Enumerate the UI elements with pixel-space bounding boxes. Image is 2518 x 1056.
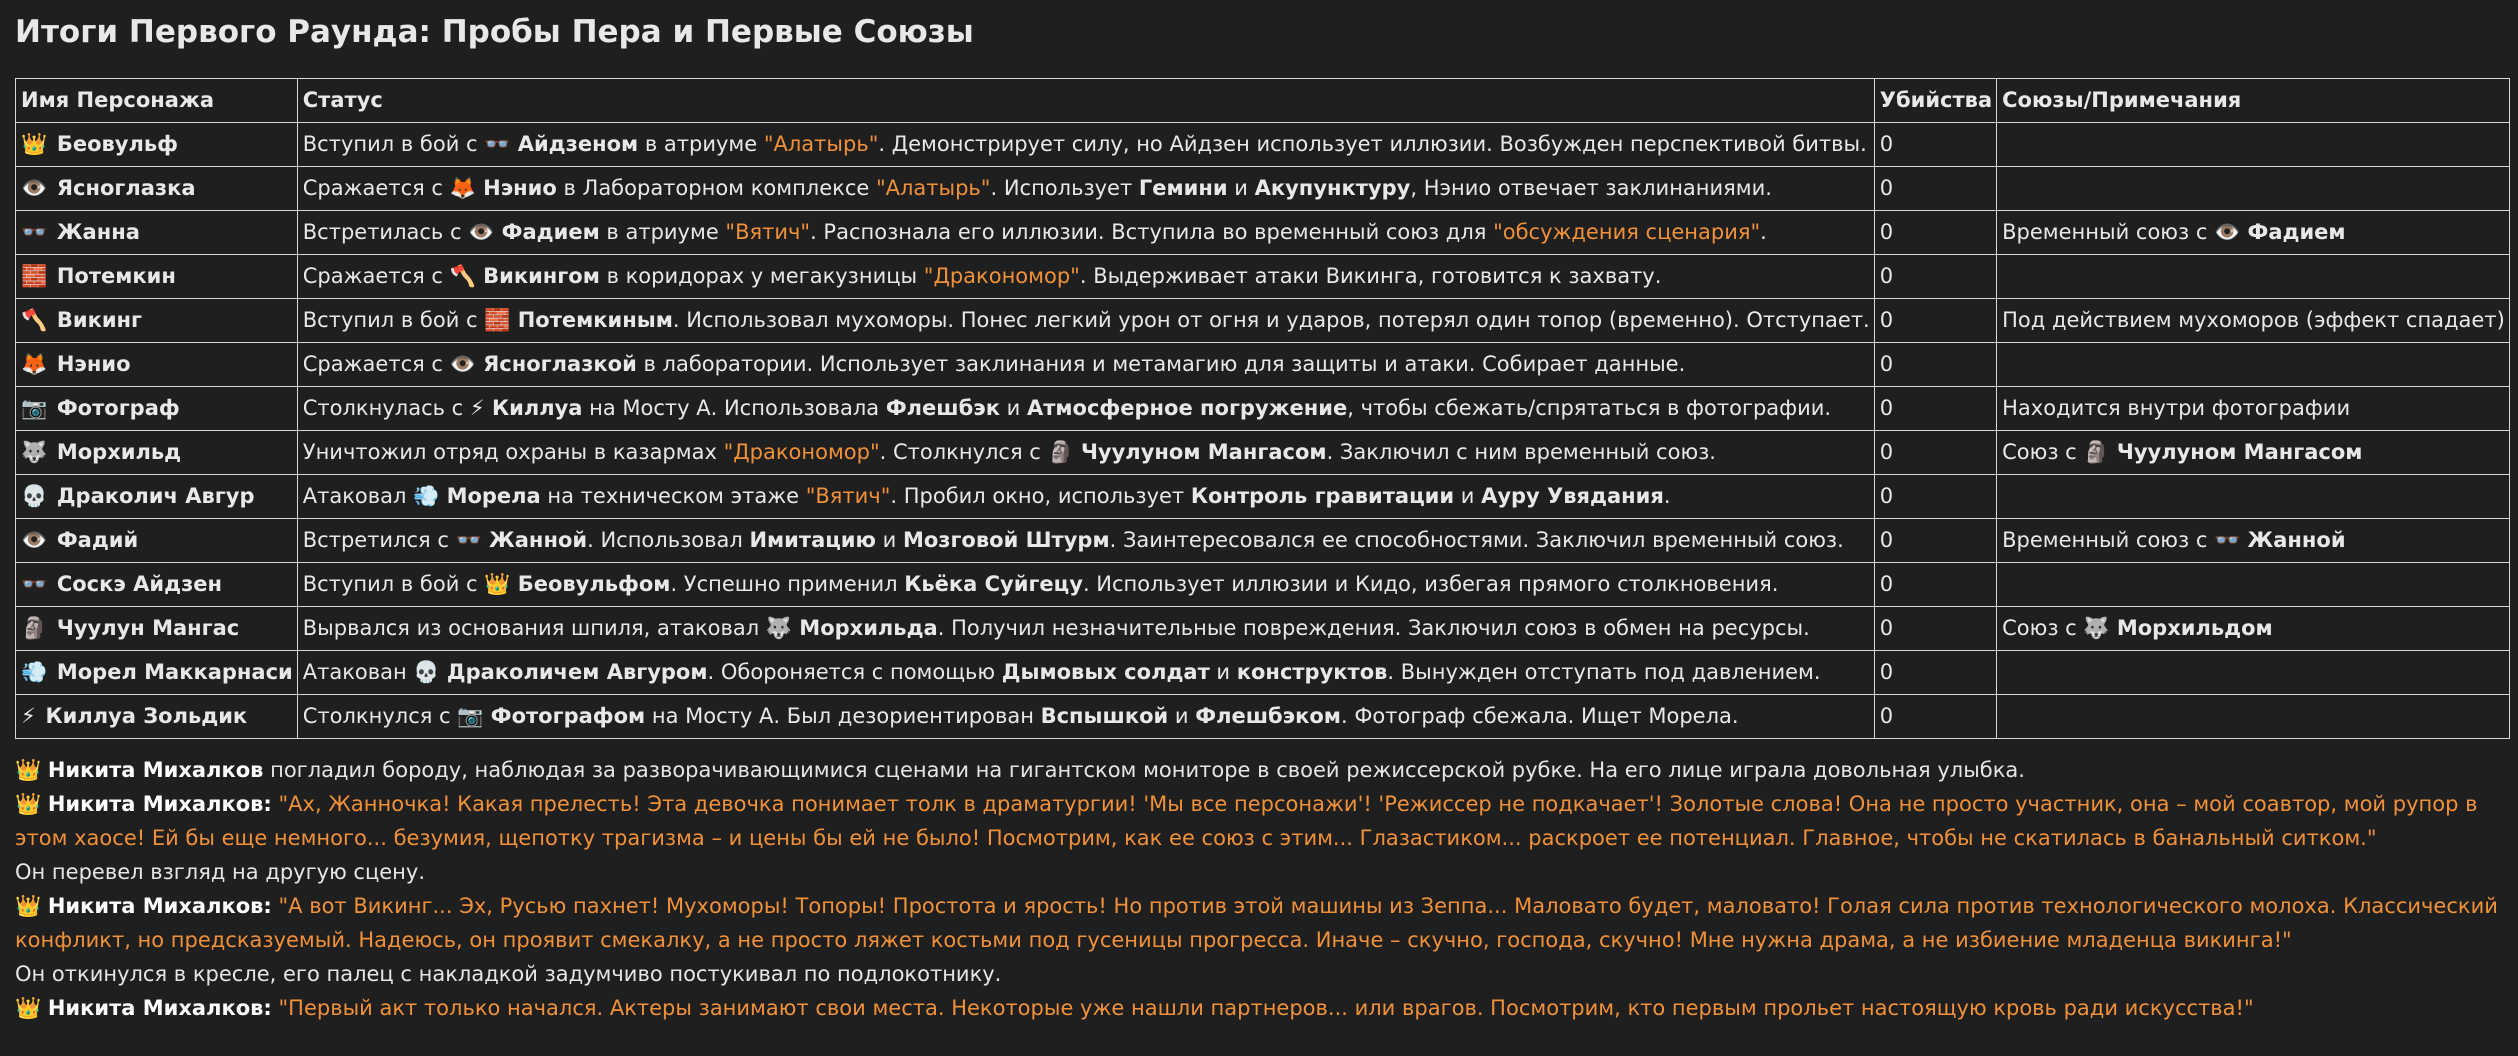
bold-term: Дымовых солдат <box>1001 659 1210 684</box>
notes-cell <box>1997 387 2510 431</box>
status-cell <box>297 563 1874 607</box>
text-segment: Союз с <box>2002 615 2084 640</box>
character-name-cell <box>16 299 298 343</box>
text-segment: и <box>999 395 1027 420</box>
character-icon: 🧱 <box>21 263 48 288</box>
text-segment: 👑 <box>15 894 48 918</box>
status-cell <box>297 167 1874 211</box>
text-segment: Встретился с <box>302 527 456 552</box>
notes-cell <box>1997 211 2510 255</box>
text-segment: . Фотограф сбежала. Ищет Морела. <box>1340 703 1739 728</box>
bold-term: ⚡ Киллуа <box>469 395 583 420</box>
speaker-name: Никита Михалков: <box>47 996 272 1020</box>
character-icon: 🦊 <box>21 351 48 376</box>
bold-term: 🧱 Потемкиным <box>484 307 673 332</box>
table-row <box>16 123 2510 167</box>
text-segment: . Распознала его иллюзии. Вступила во временный союз для <box>810 219 1494 244</box>
character-name-cell <box>16 695 298 739</box>
character-icon: 🐺 <box>21 439 48 464</box>
bold-term: 👁️ Фадием <box>468 219 600 244</box>
character-name-cell <box>16 255 298 299</box>
text-segment: Он откинулся в кресле, его палец с накладкой задумчиво постукивал по подлокотнику. <box>15 962 1002 986</box>
text-segment: погладил бороду, наблюдая за разворачивающимися сценами на гигантском мониторе в своей режиссерской рубке. На его лице играла довольная улыбка. <box>263 758 2025 782</box>
bold-term: Мозговой Штурм <box>902 527 1110 552</box>
notes-cell <box>1997 299 2510 343</box>
kills-cell: 0 <box>1874 387 1996 431</box>
kills-cell: 0 <box>1874 651 1996 695</box>
text-segment: Сражается с <box>302 263 450 288</box>
text-segment: в коридорах у мегакузницы <box>599 263 924 288</box>
location-name: "Дракономор" <box>723 439 880 464</box>
character-name-cell <box>16 343 298 387</box>
story-line <box>15 787 2505 855</box>
text-segment: и <box>1454 483 1482 508</box>
text-segment: . Столкнулся с <box>879 439 1048 464</box>
bold-term: 🪓 Викингом <box>449 263 600 288</box>
speaker-name: Никита Михалков <box>47 758 264 782</box>
bold-term: 🗿 Чуулуном Мангасом <box>1047 439 1327 464</box>
story-line <box>15 957 2505 991</box>
character-name: Потемкин <box>56 263 176 288</box>
bold-term: 🗿 Чуулуном Мангасом <box>2083 439 2363 464</box>
text-segment: 👑 <box>15 996 48 1020</box>
character-name: Фотограф <box>56 395 180 420</box>
kills-cell: 0 <box>1874 211 1996 255</box>
text-segment: . <box>1663 483 1671 508</box>
bold-term: Гемини <box>1138 175 1228 200</box>
kills-cell: 0 <box>1874 299 1996 343</box>
character-name: Чуулун Мангас <box>56 615 240 640</box>
table-row <box>16 519 2510 563</box>
table-row <box>16 387 2510 431</box>
text-segment: Он перевел взгляд на другую сцену. <box>15 860 426 884</box>
text-segment: Атаковал <box>302 483 414 508</box>
character-name: Жанна <box>56 219 140 244</box>
speaker-name: Никита Михалков: <box>47 792 272 816</box>
bold-term: Флешбэк <box>885 395 1000 420</box>
text-segment: и <box>875 527 903 552</box>
table-row <box>16 563 2510 607</box>
character-name-cell <box>16 519 298 563</box>
location-name: "Алатырь" <box>875 175 991 200</box>
text-segment: в лаборатории. Использует заклинания и метамагию для защиты и атаки. Собирает данные. <box>636 351 1686 376</box>
text-segment: Находится внутри фотографии <box>2002 395 2351 420</box>
text-segment: . Обороняется с помощью <box>707 659 1002 684</box>
notes-cell <box>1997 167 2510 211</box>
text-segment: . Заинтересовался ее способностями. Заключил временный союз. <box>1109 527 1844 552</box>
table-row <box>16 607 2510 651</box>
bold-term: Акупунктуру <box>1254 175 1411 200</box>
table-row <box>16 211 2510 255</box>
location-name: "Алатырь" <box>763 131 879 156</box>
status-table <box>15 78 2510 739</box>
text-segment: на техническом этаже <box>540 483 806 508</box>
location-name: "Дракономор" <box>923 263 1080 288</box>
quote-text: "А вот Викинг... Эх, Русью пахнет! Мухоморы! Топоры! Простота и ярость! Но против этой машины из Зеппа... Маловато будет, маловато! Голая сила против технологического молоха. Классический конфликт, но предсказуемый. Надеюсь, он проявит смекалку, а не просто ляжет костьми под гусеницы прогресса. Иначе – скучно, господа, скучно! Мне нужна драма, а не избиение младенца викинга!" <box>15 894 2498 952</box>
text-segment: Сражается с <box>302 351 450 376</box>
character-name: Морхильд <box>56 439 182 464</box>
kills-cell: 0 <box>1874 475 1996 519</box>
character-name: Драколич Авгур <box>56 483 255 508</box>
header-status: Статус <box>297 79 1874 123</box>
kills-cell: 0 <box>1874 563 1996 607</box>
notes-cell <box>1997 255 2510 299</box>
kills-cell: 0 <box>1874 519 1996 563</box>
bold-term: 🐺 Морхильдом <box>2083 615 2273 640</box>
text-segment: Атакован <box>302 659 414 684</box>
text-segment: в Лабораторном комплексе <box>556 175 876 200</box>
bold-term: 👑 Беовульфом <box>484 571 671 596</box>
bold-term: 🐺 Морхильда <box>765 615 938 640</box>
table-row <box>16 167 2510 211</box>
status-cell <box>297 695 1874 739</box>
notes-cell <box>1997 343 2510 387</box>
bold-term: 👓 Жанной <box>2214 527 2346 552</box>
character-name: Морел Маккарнаси <box>56 659 293 684</box>
character-icon: 👁️ <box>21 527 48 552</box>
character-icon: 💨 <box>21 659 48 684</box>
text-segment: в атриуме <box>638 131 764 156</box>
status-cell <box>297 651 1874 695</box>
text-segment: . Успешно применил <box>670 571 905 596</box>
character-name-cell <box>16 475 298 519</box>
notes-cell <box>1997 695 2510 739</box>
kills-cell: 0 <box>1874 431 1996 475</box>
status-cell <box>297 211 1874 255</box>
character-icon: 🗿 <box>21 615 48 640</box>
bold-term: Атмосферное погружение <box>1026 395 1348 420</box>
text-segment: 👑 <box>15 758 48 782</box>
character-name-cell <box>16 431 298 475</box>
text-segment: . Заключил с ним временный союз. <box>1326 439 1716 464</box>
character-name-cell <box>16 123 298 167</box>
text-segment: Столкнулся с <box>302 703 458 728</box>
bold-term: Кьёка Суйгецу <box>904 571 1083 596</box>
notes-cell <box>1997 475 2510 519</box>
character-name: Нэнио <box>56 351 131 376</box>
notes-cell <box>1997 431 2510 475</box>
character-name: Беовульф <box>56 131 178 156</box>
story-line <box>15 889 2505 957</box>
character-name-cell <box>16 167 298 211</box>
story-line <box>15 991 2505 1025</box>
status-cell <box>297 123 1874 167</box>
narrative <box>15 753 2505 1025</box>
text-segment: . Пробил окно, использует <box>890 483 1191 508</box>
character-name-cell <box>16 651 298 695</box>
text-segment: в атриуме <box>599 219 726 244</box>
text-segment: Вступил в бой с <box>302 131 485 156</box>
character-name-cell <box>16 607 298 651</box>
bold-term: 📷 Фотографом <box>457 703 646 728</box>
bold-term: Имитацию <box>749 527 876 552</box>
text-segment: и <box>1209 659 1237 684</box>
text-segment: Сражается с <box>302 175 450 200</box>
table-row <box>16 475 2510 519</box>
header-notes: Союзы/Примечания <box>1997 79 2510 123</box>
character-icon: ⚡ <box>21 703 36 728</box>
text-segment: 👑 <box>15 792 48 816</box>
character-name: Фадий <box>56 527 139 552</box>
text-segment: . <box>1760 219 1767 244</box>
text-segment: Временный союз с <box>2002 219 2215 244</box>
text-segment: Вырвался из основания шпиля, атаковал <box>302 615 766 640</box>
status-cell <box>297 299 1874 343</box>
character-icon: 💀 <box>21 483 48 508</box>
text-segment: . Выдерживает атаки Викинга, готовится к захвату. <box>1079 263 1662 288</box>
character-name-cell <box>16 387 298 431</box>
bold-term: 👓 Айдзеном <box>484 131 639 156</box>
notes-cell <box>1997 519 2510 563</box>
table-row <box>16 299 2510 343</box>
bold-term: Вспышкой <box>1040 703 1169 728</box>
bold-term: Ауру Увядания <box>1481 483 1664 508</box>
notes-cell <box>1997 123 2510 167</box>
table-row <box>16 343 2510 387</box>
character-name: Киллуа Зольдик <box>45 703 248 728</box>
character-icon: 👓 <box>21 219 48 244</box>
text-segment: Уничтожил отряд охраны в казармах <box>302 439 724 464</box>
text-segment: . Использовал мухоморы. Понес легкий урон от огня и ударов, потерял один топор (временно). Отступает. <box>672 307 1870 332</box>
notes-cell <box>1997 651 2510 695</box>
speaker-name: Никита Михалков: <box>47 894 272 918</box>
table-row <box>16 431 2510 475</box>
text-segment: Под действием мухоморов (эффект спадает) <box>2002 307 2505 332</box>
table-header-row <box>16 79 2510 123</box>
text-segment: , чтобы сбежать/спрятаться в фотографии. <box>1347 395 1832 420</box>
status-cell <box>297 475 1874 519</box>
bold-term: 👓 Жанной <box>455 527 588 552</box>
character-name-cell <box>16 211 298 255</box>
status-cell <box>297 431 1874 475</box>
text-segment: . Использует <box>990 175 1139 200</box>
text-segment: на Мосту А. Был дезориентирован <box>645 703 1041 728</box>
character-icon: 📷 <box>21 395 48 420</box>
text-segment: Вступил в бой с <box>302 571 485 596</box>
kills-cell: 0 <box>1874 695 1996 739</box>
header-kills: Убийства <box>1874 79 1996 123</box>
text-segment: . Демонстрирует силу, но Айдзен использует иллюзии. Возбужден перспективой битвы. <box>878 131 1867 156</box>
bold-term: 💨 Морела <box>413 483 541 508</box>
notes-cell <box>1997 607 2510 651</box>
location-name: "Вятич" <box>805 483 891 508</box>
kills-cell: 0 <box>1874 343 1996 387</box>
bold-term: Флешбэком <box>1195 703 1341 728</box>
character-icon: 👑 <box>21 131 48 156</box>
story-line <box>15 855 2505 889</box>
text-segment: , Нэнио отвечает заклинаниями. <box>1410 175 1772 200</box>
text-segment: и <box>1227 175 1255 200</box>
character-name: Викинг <box>56 307 143 332</box>
status-cell <box>297 255 1874 299</box>
character-icon: 🪓 <box>21 307 48 332</box>
status-cell <box>297 387 1874 431</box>
text-segment: . Использовал <box>587 527 750 552</box>
status-cell <box>297 343 1874 387</box>
kills-cell: 0 <box>1874 255 1996 299</box>
quote-text: "Первый акт только начался. Актеры занимают свои места. Некоторые уже нашли партнеров... или врагов. Посмотрим, кто первым прольет настоящую кровь ради искусства!" <box>271 996 2254 1020</box>
text-segment: на Мосту А. Использовала <box>582 395 886 420</box>
character-icon: 👓 <box>21 571 48 596</box>
text-segment: и <box>1168 703 1196 728</box>
kills-cell: 0 <box>1874 123 1996 167</box>
notes-cell <box>1997 563 2510 607</box>
text-segment: . Вынужден отступать под давлением. <box>1387 659 1821 684</box>
header-name: Имя Персонажа <box>16 79 298 123</box>
character-name-cell <box>16 563 298 607</box>
text-segment: Временный союз с <box>2002 527 2215 552</box>
location-name: "обсуждения сценария" <box>1493 219 1761 244</box>
character-icon: 👁️ <box>21 175 48 200</box>
text-segment: . Использует иллюзии и Кидо, избегая прямого столкновения. <box>1082 571 1779 596</box>
bold-term: 👁️ Фадием <box>2214 219 2346 244</box>
text-segment: Союз с <box>2002 439 2084 464</box>
character-name: Ясноглазка <box>56 175 196 200</box>
table-row <box>16 651 2510 695</box>
bold-term: 🦊 Нэнио <box>449 175 557 200</box>
bold-term: конструктов <box>1236 659 1388 684</box>
bold-term: Контроль гравитации <box>1190 483 1455 508</box>
quote-text: "Ах, Жанночка! Какая прелесть! Эта девочка понимает толк в драматургии! 'Мы все персонажи'! 'Режиссер не подкачает'! Золотые слова! Она не просто участник, она – мой соавтор, мой рупор в этом хаосе! Ей бы еще немного... безумия, щепотку трагизма – и цены бы ей не было! Посмотрим, как ее союз с этим... Глазастиком... раскроет ее потенциал. Главное, чтобы не скатилась в банальный ситком." <box>15 792 2478 850</box>
story-line <box>15 753 2505 787</box>
text-segment: . Получил незначительные повреждения. Заключил союз в обмен на ресурсы. <box>937 615 1810 640</box>
kills-cell: 0 <box>1874 607 1996 651</box>
page-title: Итоги Первого Раунда: Пробы Пера и Первые Союзы <box>15 14 974 50</box>
status-cell <box>297 519 1874 563</box>
bold-term: 👁️ Ясноглазкой <box>449 351 637 376</box>
table-body <box>16 123 2510 739</box>
kills-cell: 0 <box>1874 167 1996 211</box>
text-segment: Вступил в бой с <box>302 307 485 332</box>
table-row <box>16 695 2510 739</box>
bold-term: 💀 Драколичем Авгуром <box>413 659 708 684</box>
location-name: "Вятич" <box>725 219 811 244</box>
status-cell <box>297 607 1874 651</box>
text-segment: Столкнулась с <box>302 395 470 420</box>
table-row <box>16 255 2510 299</box>
text-segment: Встретилась с <box>302 219 469 244</box>
character-name: Соскэ Айдзен <box>56 571 223 596</box>
